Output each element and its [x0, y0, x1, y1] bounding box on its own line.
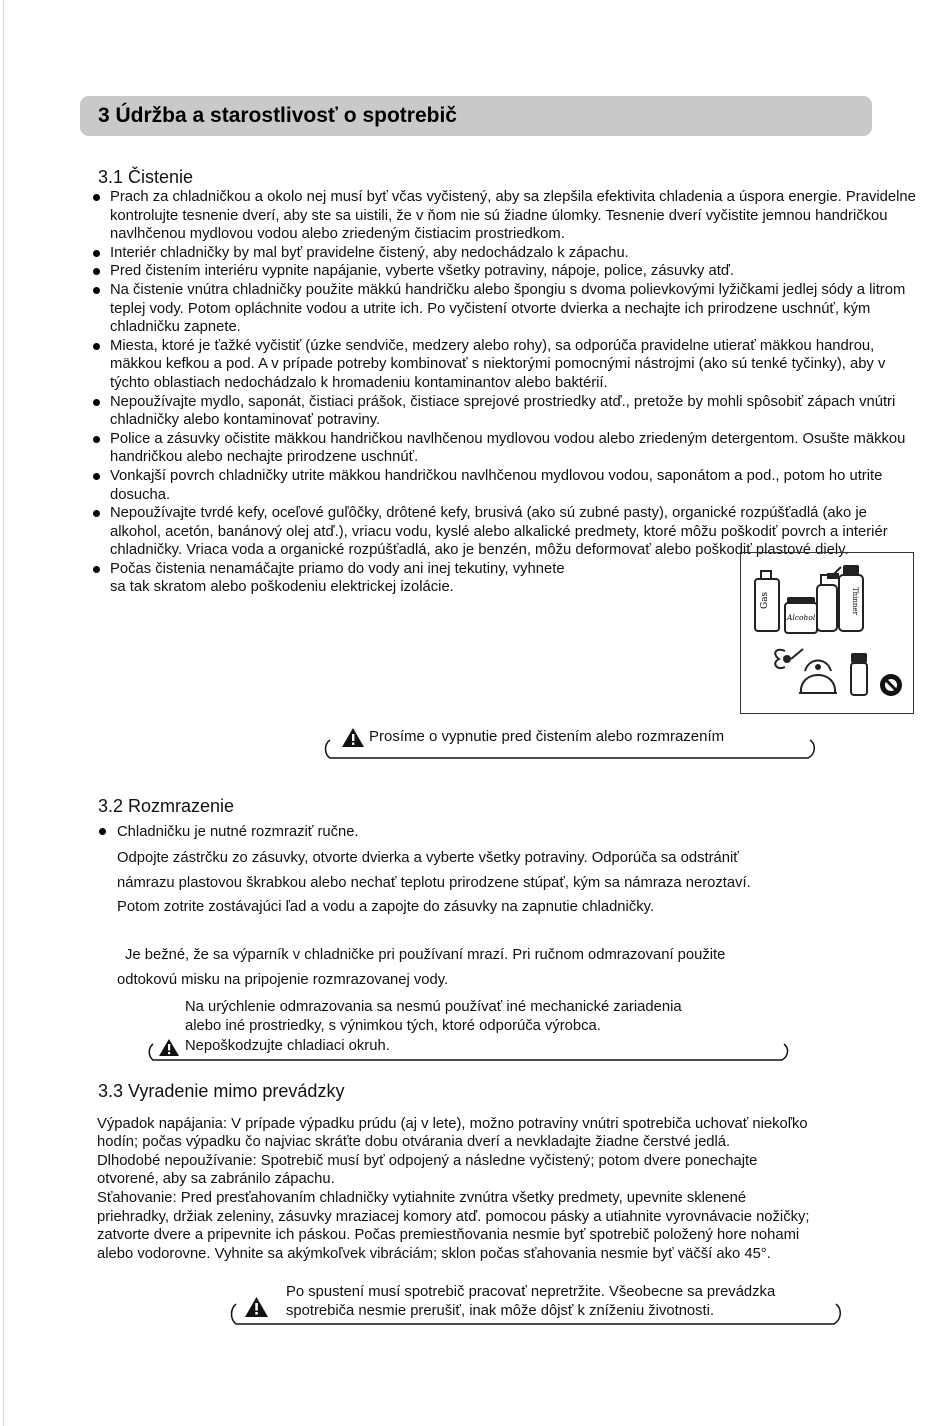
prohibited-chemicals-illustration — [740, 552, 914, 714]
defrost-warning-line-3: Nepoškodzujte chladiaci okruh. — [185, 1038, 390, 1054]
defrost-warning-line-1: Na urýchlenie odmrazovania sa nesmú používať iné mechanické zariadenia — [185, 999, 682, 1015]
list-item: Pred čistením interiéru vypnite napájanie, vyberte všetky potraviny, nápoje, police, zásuvky atď. — [90, 262, 920, 281]
list-item: Prach za chladničkou a okolo nej musí byť včas vyčistený, aby sa zlepšila efektivita chladenia a úspora energie. Pravidelne kontrolujte tesnenie dverí, aby ste sa uistili, že v ňom nie sú žiadne úlomky. Tesnenie dverí vyčistite jemnou handričkou navlhčenou mydlovou vodou alebo zriedeným čistiacim prostriedkom. — [90, 188, 920, 244]
decommission-line: Výpadok napájania: V prípade výpadku prúdu (aj v lete), možno potraviny vnútri spotrebiča uchovať niekoľko — [97, 1116, 808, 1132]
list-item: Počas čistenia nenamáčajte priamo do vody ani inej tekutiny, vyhnete sa tak skratom alebo poškodeniu elektrickej izolácie. — [90, 560, 580, 597]
list-item: Miesta, ktoré je ťažké vyčistiť (úzke sendviče, medzery alebo rohy), sa odporúča pravidelne utierať mäkkou handrou, mäkkou kefkou a pod. A v prípade potreby kombinovať s niektorými pomocnými nástrojmi (ako sú tenké tyčinky), aby v týchto oblastiach nedochádzalo k hromadeniu kontaminantov alebo baktérií. — [90, 337, 920, 393]
gas-label: Gas — [760, 591, 770, 609]
list-item: Vonkajší povrch chladničky utrite mäkkou handričkou navlhčenou mydlovou vodou, saponátom a pod., potom ho utrite dosucha. — [90, 467, 920, 504]
decommission-line: zatvorte dvere a pripevnite ich páskou. Počas premiestňovania nesmie byť spotrebič položený hore nohami — [97, 1227, 800, 1243]
chemicals-icon — [741, 553, 913, 713]
defrost-note-line-1: Je bežné, že sa výparník v chladničke pri používaní mrazí. Pri ručnom odmrazovaní použite — [125, 947, 726, 963]
defrost-line-3: Potom zotrite zostávajúci ľad a vodu a zapojte do zásuvky na zapnutie chladničky. — [117, 899, 655, 915]
page-edge — [3, 0, 4, 1426]
defrost-line-2: námrazu plastovou škrabkou alebo nechať teplotu prirodzene stúpať, kým sa námraza neroztaví. — [117, 875, 751, 891]
chapter-title: 3 Údržba a starostlivosť o spotrebič — [98, 104, 457, 127]
section-title-decommission: 3.3 Vyradenie mimo prevádzky — [98, 1081, 345, 1101]
defrost-warning-line-2: alebo iné prostriedky, s výnimkou tých, ktoré odporúča výrobca. — [185, 1018, 601, 1034]
thinner-label: Thinner — [851, 587, 859, 615]
list-item: Police a zásuvky očistite mäkkou handričkou navlhčenou mydlovou vodou alebo zriedeným detergentom. Osušte mäkkou handričkou alebo nechajte prirodzene uschnúť. — [90, 430, 920, 467]
decommission-line: Dlhodobé nepoužívanie: Spotrebič musí byť odpojený a následne vyčistený; potom dvere ponechajte — [97, 1153, 758, 1169]
defrost-note-line-2: odtokovú misku na pripojenie rozmrazovanej vody. — [117, 972, 449, 988]
defrost-bullet: Chladničku je nutné rozmraziť ručne. — [117, 824, 359, 840]
warning-icon — [244, 1296, 269, 1318]
decommission-line: otvorené, aby sa zabránilo zápachu. — [97, 1171, 335, 1187]
operation-warning-line-2: spotrebiča nesmie prerušiť, inak môže dôjsť k zníženiu životnosti. — [286, 1303, 715, 1319]
decommission-line: priehradky, držiak zeleniny, zásuvky mraziacej komory atď. pomocou pásky a utiahnite vyrovnávacie nožičky; — [97, 1209, 810, 1225]
cleaning-list — [90, 188, 920, 597]
defrost-line-1: Odpojte zástrčku zo zásuvky, otvorte dvierka a vyberte všetky potraviny. Odporúča sa odstrániť — [117, 850, 739, 866]
section-title-defrost: 3.2 Rozmrazenie — [98, 796, 235, 816]
warning-text: Prosíme o vypnutie pred čistením alebo rozmrazením — [369, 728, 725, 745]
alcohol-label: Alcohol — [787, 613, 816, 622]
warning-icon — [341, 727, 365, 748]
decommission-line: Sťahovanie: Pred presťahovaním chladničky vytiahnite zvnútra všetky predmety, upevnite sklenené — [97, 1190, 747, 1206]
bullet — [99, 828, 106, 835]
chapter-header — [80, 96, 872, 136]
list-item: Nepoužívajte mydlo, saponát, čistiaci prášok, čistiace sprejové prostriedky atď., pretože by mohli spôsobiť zápach vnútri chladničky alebo kontaminovať potraviny. — [90, 393, 920, 430]
list-item: Interiér chladničky by mal byť pravidelne čistený, aby nedochádzalo k zápachu. — [90, 244, 920, 263]
warning-icon — [158, 1038, 180, 1057]
list-item: Nepoužívajte tvrdé kefy, oceľové guľôčky, drôtené kefy, brusivá (ako sú zubné pasty), organické rozpúšťadlá (ako je alkohol, acetón, banánový olej atď.), vriacu vodu, kyslé alebo alkalické predmety, ktoré môžu poškodiť povrch a interiér chladničky. Vriaca voda a organické rozpúšťadlá, ako je benzén, môžu deformovať alebo poškodiť plastové diely. — [90, 504, 910, 560]
decommission-line: alebo vodorovne. Vyhnite sa akýmkoľvek vibráciám; sklon počas sťahovania nesmie byť väčší ako 45°. — [97, 1246, 771, 1262]
list-item: Na čistenie vnútra chladničky použite mäkkú handričku alebo špongiu s dvoma polievkovými lyžičkami jedlej sódy a litrom teplej vody. Potom opláchnite vodou a utrite ich. Po vyčistení otvorte dvierka a nechajte ich prirodzene uschnúť, kým chladničku zapnete. — [90, 281, 920, 337]
decommission-line: hodín; počas výpadku čo najviac skráťte dobu otvárania dverí a nevkladajte žiadne čerstvé jedlá. — [97, 1134, 731, 1150]
operation-warning-line-1: Po spustení musí spotrebič pracovať nepretržite. Všeobecne sa prevádzka — [286, 1284, 776, 1300]
section-title-cleaning: 3.1 Čistenie — [98, 167, 194, 187]
